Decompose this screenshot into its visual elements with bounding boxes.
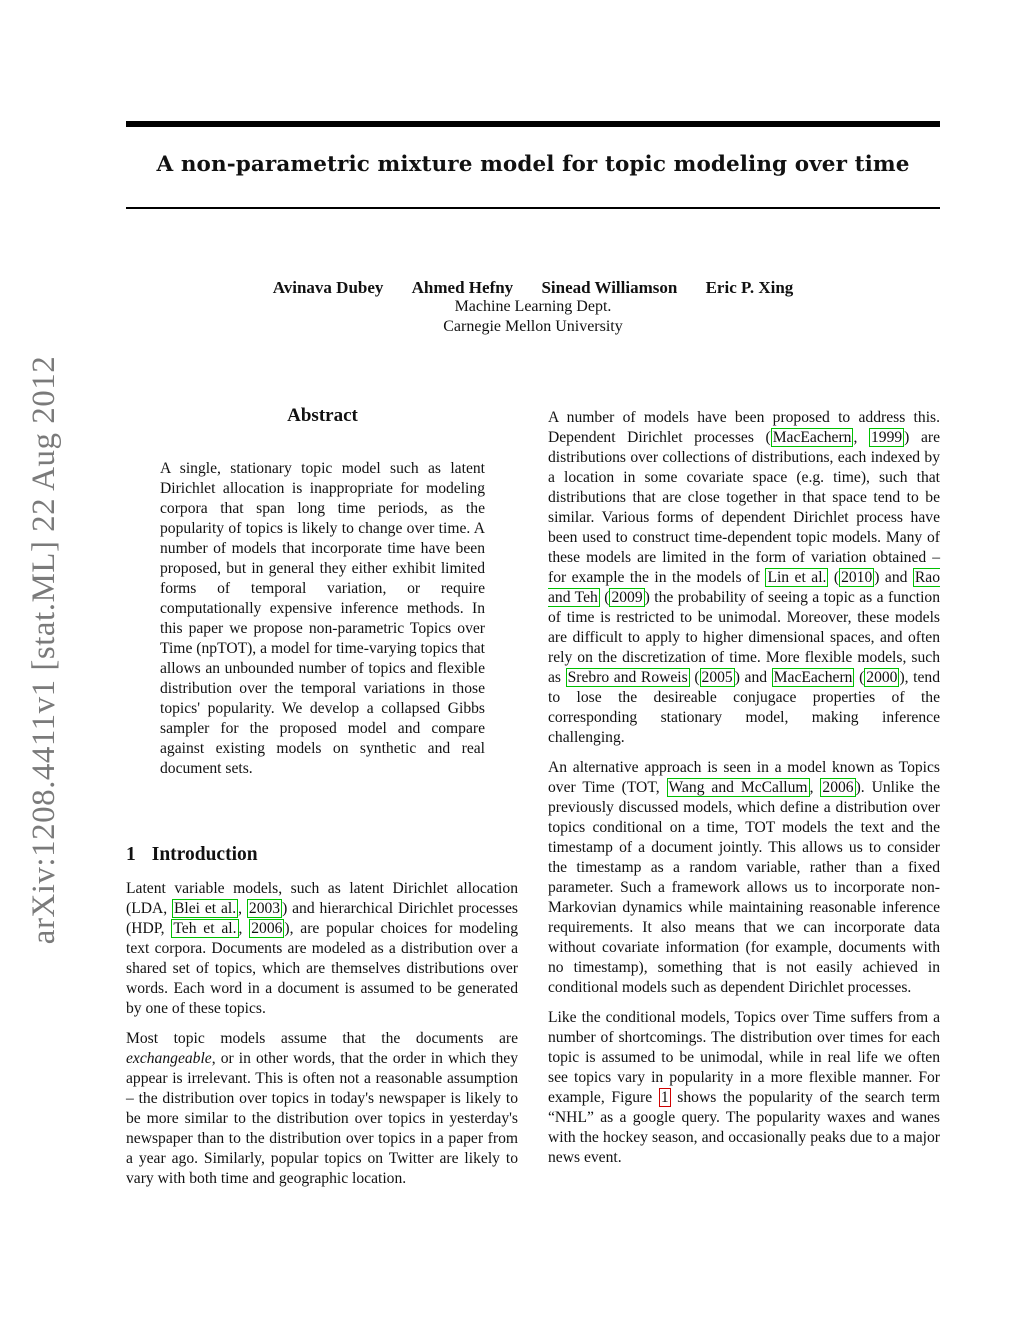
- citation-link[interactable]: Srebro and Roweis: [567, 669, 688, 686]
- author-list: [126, 278, 940, 298]
- affiliation-university: Carnegie Mellon University: [443, 318, 623, 335]
- citation-link[interactable]: 2006: [251, 920, 283, 937]
- paragraph: Latent variable models, such as latent Dirichlet allocation (LDA, Blei et al. , 2003 ) and hierarchical Dirichlet processes (HDP, Teh et al. , 2006 ), are popular choices for modeling text corpora. Documents are modeled as a distribution over a shared set of topics, which are themselves distributions over words. Each word in a document is assumed to be generated by one of these topics.: [126, 880, 518, 1017]
- citation-link[interactable]: MacEachern: [773, 669, 853, 686]
- paragraph: An alternative approach is seen in a model known as Topics over Time (TOT, Wang and McCallum , 2006 ). Unlike the previously discussed models, which define a distribution over topics conditional on a time, TOT models the text and the timestamp of a document jointly. This allows us to consider the timestamp as a random variable, rather than a fixed parameter. Such a framework allows us to incorporate non-Markovian dynamics while maintaining reasonable inference requirements. It also means that we can incorporate data without covariate information (for example, documents with no timestamp), something that is not easily achieved in conditional models such as dependent Dirichlet processes.: [548, 759, 941, 996]
- citation-link[interactable]: Teh et al.: [173, 920, 237, 937]
- citation-link[interactable]: 2006: [822, 779, 854, 796]
- citation-link[interactable]: Blei et al.: [174, 900, 237, 917]
- paragraph: Most topic models assume that the documents are exchangeable, or in other words, that the order in which they appear is irrelevant. This is often not a reasonable assumption – the distribution over topics in today's newspaper is likely to be more similar to the distribution over topics in yesterday's newspaper than to the distribution over topics in a paper from a year ago. Similarly, popular topics on Twitter are likely to vary with both time and geographic location.: [126, 1030, 518, 1187]
- author-name: Avinava Dubey: [272, 278, 384, 297]
- paragraph: A number of models have been proposed to address this. Dependent Dirichlet processes ( MacEachern , 1999 ) are distributions over collections of distributions, each indexed by a location in some covariate space (e.g. time), such that distributions that are close together in that space tend to be similar. Various forms of dependent Dirichlet process have been used to construct time-dependent topic models. Many of these models are limited in the form of variation obtained – for example the in the models of Lin et al. ( 2010 ) and Rao and Teh ( 2009 ) the probability of seeing a topic as a function of time is restricted to be unimodal. Moreover, these models are difficult to apply to higher dimensional spaces, and often rely on the discretization of time. More flexible models, such as Srebro and Roweis ( 2005 ) and MacEachern ( 2000 ), tend to lose the desireable conjugace properties of the corresponding stationary model, making inference challenging.: [548, 409, 941, 746]
- citation-link[interactable]: MacEachern: [772, 429, 852, 446]
- arxiv-stamp: arXiv:1208.4411v1 [stat.ML] 22 Aug 2012: [26, 355, 62, 945]
- citation-link[interactable]: Rao and Teh: [548, 569, 941, 606]
- paper-title: A non-parametric mixture model for topic modeling over time: [156, 152, 910, 177]
- section-number: 1: [126, 844, 136, 865]
- affiliation-dept: Machine Learning Dept.: [454, 298, 612, 315]
- citation-link[interactable]: Wang and McCallum: [668, 779, 808, 796]
- citation-link[interactable]: 2010: [841, 569, 873, 586]
- section-heading: [126, 844, 258, 866]
- abstract-heading: Abstract: [287, 405, 358, 426]
- author-name: Sinead Williamson: [541, 278, 678, 297]
- author-name: Ahmed Hefny: [411, 278, 514, 297]
- right-column-text: [548, 408, 940, 1178]
- author-name: Eric P. Xing: [705, 278, 794, 297]
- paragraph: Like the conditional models, Topics over Time suffers from a number of shortcomings. The distribution over times for each topic is assumed to be unimodal, while in real life we often see topics vary in popularity in a more flexible manner. For example, Figure 1 shows the popularity of the search term “NHL” as a google query. The popularity waxes and wanes with the hockey season, and occasionally peaks due to a major news event.: [548, 1009, 940, 1166]
- section-title: Introduction: [151, 844, 258, 865]
- title-rule-bottom: [126, 207, 940, 209]
- citation-link[interactable]: 2005: [701, 669, 733, 686]
- title-rule-top: [126, 121, 940, 127]
- figure-reference-link[interactable]: 1: [660, 1089, 669, 1106]
- citation-link[interactable]: 2003: [248, 900, 281, 917]
- citation-link[interactable]: 2000: [866, 669, 898, 686]
- abstract-body: A single, stationary topic model such as latent Dirichlet allocation is inappropriate for modeling corpora that span long time periods, as the popularity of topics is likely to change over time. A number of models that incorporate time have been proposed, but in general they either exhibit limited forms of temporal variation, or require computationally expensive inference methods. In this paper we propose non-parametric Topics over Time (npTOT), a model for time-varying topics that allows an unbounded number of topics and flexible distribution over the temporal variations in those topics' popularity. We develop a collapsed Gibbs sampler for the proposed model and compare against existing models on synthetic and real document sets.: [160, 460, 485, 777]
- citation-link[interactable]: 2009: [611, 589, 643, 606]
- citation-link[interactable]: 1999: [870, 429, 903, 446]
- left-column-text: [126, 879, 518, 1199]
- citation-link[interactable]: Lin et al.: [767, 569, 827, 586]
